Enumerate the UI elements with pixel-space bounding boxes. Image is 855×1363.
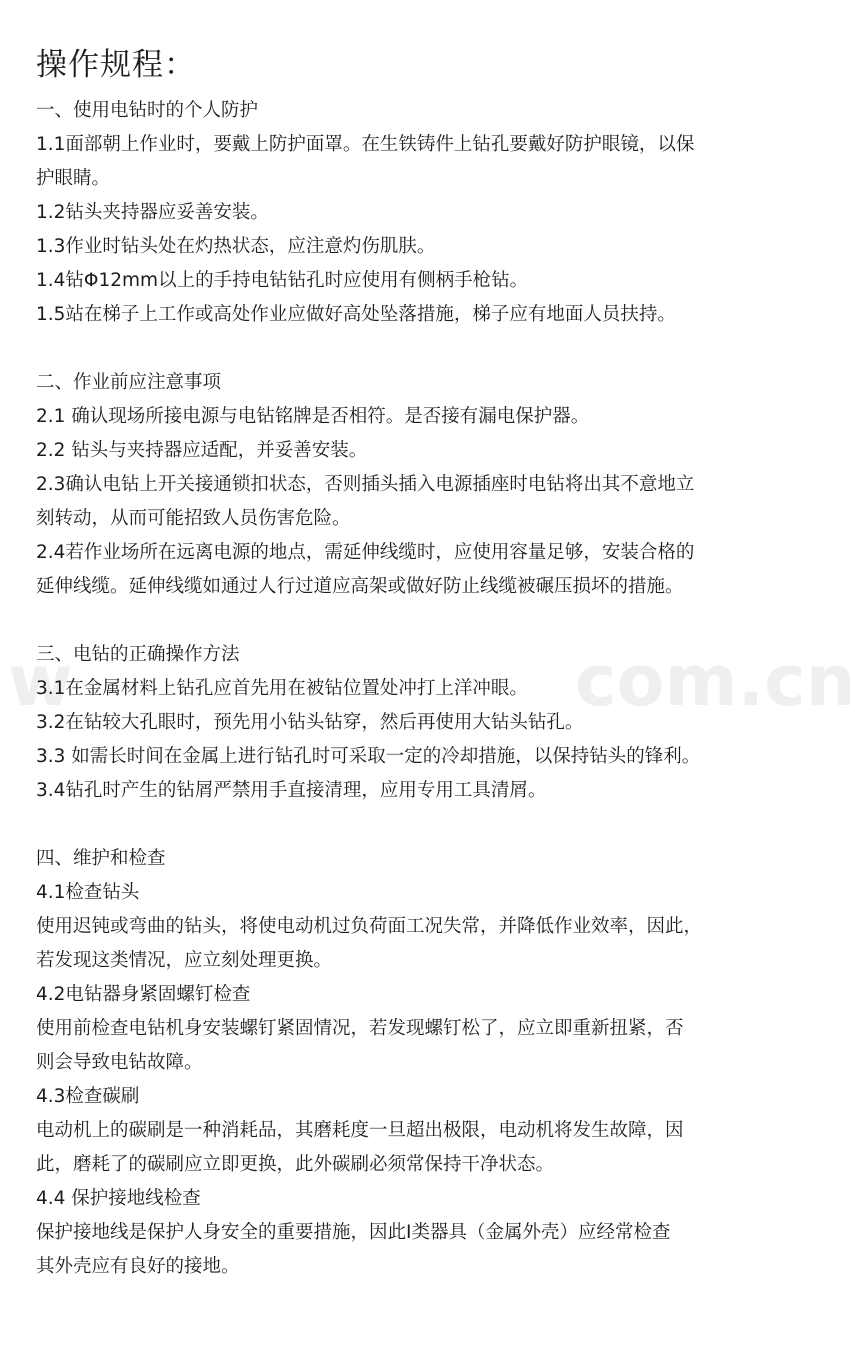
document-lines — [36, 94, 766, 1284]
text-line: 使用迟钝或弯曲的钻头，将使电动机过负荷面工况失常，并降低作业效率，因此， — [36, 916, 703, 937]
text-line: 1.2钻头夹持器应妥善安装。 — [36, 202, 269, 223]
text-line: 2.2 钻头与夹持器应适配，并妥善安装。 — [36, 440, 368, 461]
text-line: 若发现这类情况，应立刻处理更换。 — [36, 950, 333, 971]
text-line: 3.4钻孔时产生的钻屑严禁用手直接清理，应用专用工具清屑。 — [36, 780, 547, 801]
text-line: 1.3作业时钻头处在灼热状态，应注意灼伤肌肤。 — [36, 236, 436, 257]
text-line: 保护接地线是保护人身安全的重要措施，因此Ⅰ类器具（金属外壳）应经常检查 — [36, 1222, 671, 1243]
page-title: 操作规程： — [36, 47, 196, 83]
text-line: 2.4若作业场所在远离电源的地点，需延伸线缆时，应使用容量足够，安装合格的 — [36, 542, 695, 563]
document-body — [36, 40, 766, 1284]
section-gap — [36, 332, 766, 366]
text-line: 3.1在金属材料上钻孔应首先用在被钻位置处冲打上洋冲眼。 — [36, 678, 528, 699]
watermark-left: w — [8, 640, 73, 722]
text-line: 其外壳应有良好的接地。 — [36, 1256, 240, 1277]
text-line: 三、电钻的正确操作方法 — [36, 644, 240, 665]
text-line: 1.1面部朝上作业时，要戴上防护面罩。在生铁铸件上钻孔要戴好防护眼镜，以保 — [36, 134, 695, 155]
text-line: 4.2电钻器身紧固螺钉检查 — [36, 984, 251, 1005]
text-line: 二、作业前应注意事项 — [36, 372, 222, 393]
text-line: 则会导致电钻故障。 — [36, 1052, 203, 1073]
text-line: 一、使用电钻时的个人防护 — [36, 100, 259, 121]
text-line: 4.1检查钻头 — [36, 882, 140, 903]
text-line: 刻转动，从而可能招致人员伤害危险。 — [36, 508, 351, 529]
text-line: 延伸线缆。延伸线缆如通过人行过道应高架或做好防止线缆被碾压损坏的措施。 — [36, 576, 684, 597]
text-line: 护眼睛。 — [36, 168, 111, 189]
text-line: 使用前检查电钻机身安装螺钉紧固情况，若发现螺钉松了，应立即重新扭紧，否 — [36, 1018, 684, 1039]
text-line: 3.2在钻较大孔眼时，预先用小钻头钻穿，然后再使用大钻头钻孔。 — [36, 712, 584, 733]
text-line: 3.3 如需长时间在金属上进行钻孔时可采取一定的冷却措施，以保持钻头的锋利。 — [36, 746, 701, 767]
text-line: 此，磨耗了的碳刷应立即更换，此外碳刷必须常保持干净状态。 — [36, 1154, 555, 1175]
section-gap — [36, 604, 766, 638]
text-line: 1.5站在梯子上工作或高处作业应做好高处坠落措施，梯子应有地面人员扶持。 — [36, 304, 676, 325]
text-line: 2.1 确认现场所接电源与电钻铭牌是否相符。是否接有漏电保护器。 — [36, 406, 590, 427]
text-line: 4.4 保护接地线检查 — [36, 1188, 201, 1209]
text-line: 2.3确认电钻上开关接通锁扣状态，否则插头插入电源插座时电钻将出其不意地立 — [36, 474, 695, 495]
text-line: 电动机上的碳刷是一种消耗品，其磨耗度一旦超出极限，电动机将发生故障，因 — [36, 1120, 684, 1141]
section-gap — [36, 808, 766, 842]
text-line: 四、维护和检查 — [36, 848, 166, 869]
text-line: 4.3检查碳刷 — [36, 1086, 140, 1107]
watermark-right: com.cn — [575, 640, 855, 722]
text-line: 1.4钻Φ12mm以上的手持电钻钻孔时应使用有侧柄手枪钻。 — [36, 270, 529, 291]
